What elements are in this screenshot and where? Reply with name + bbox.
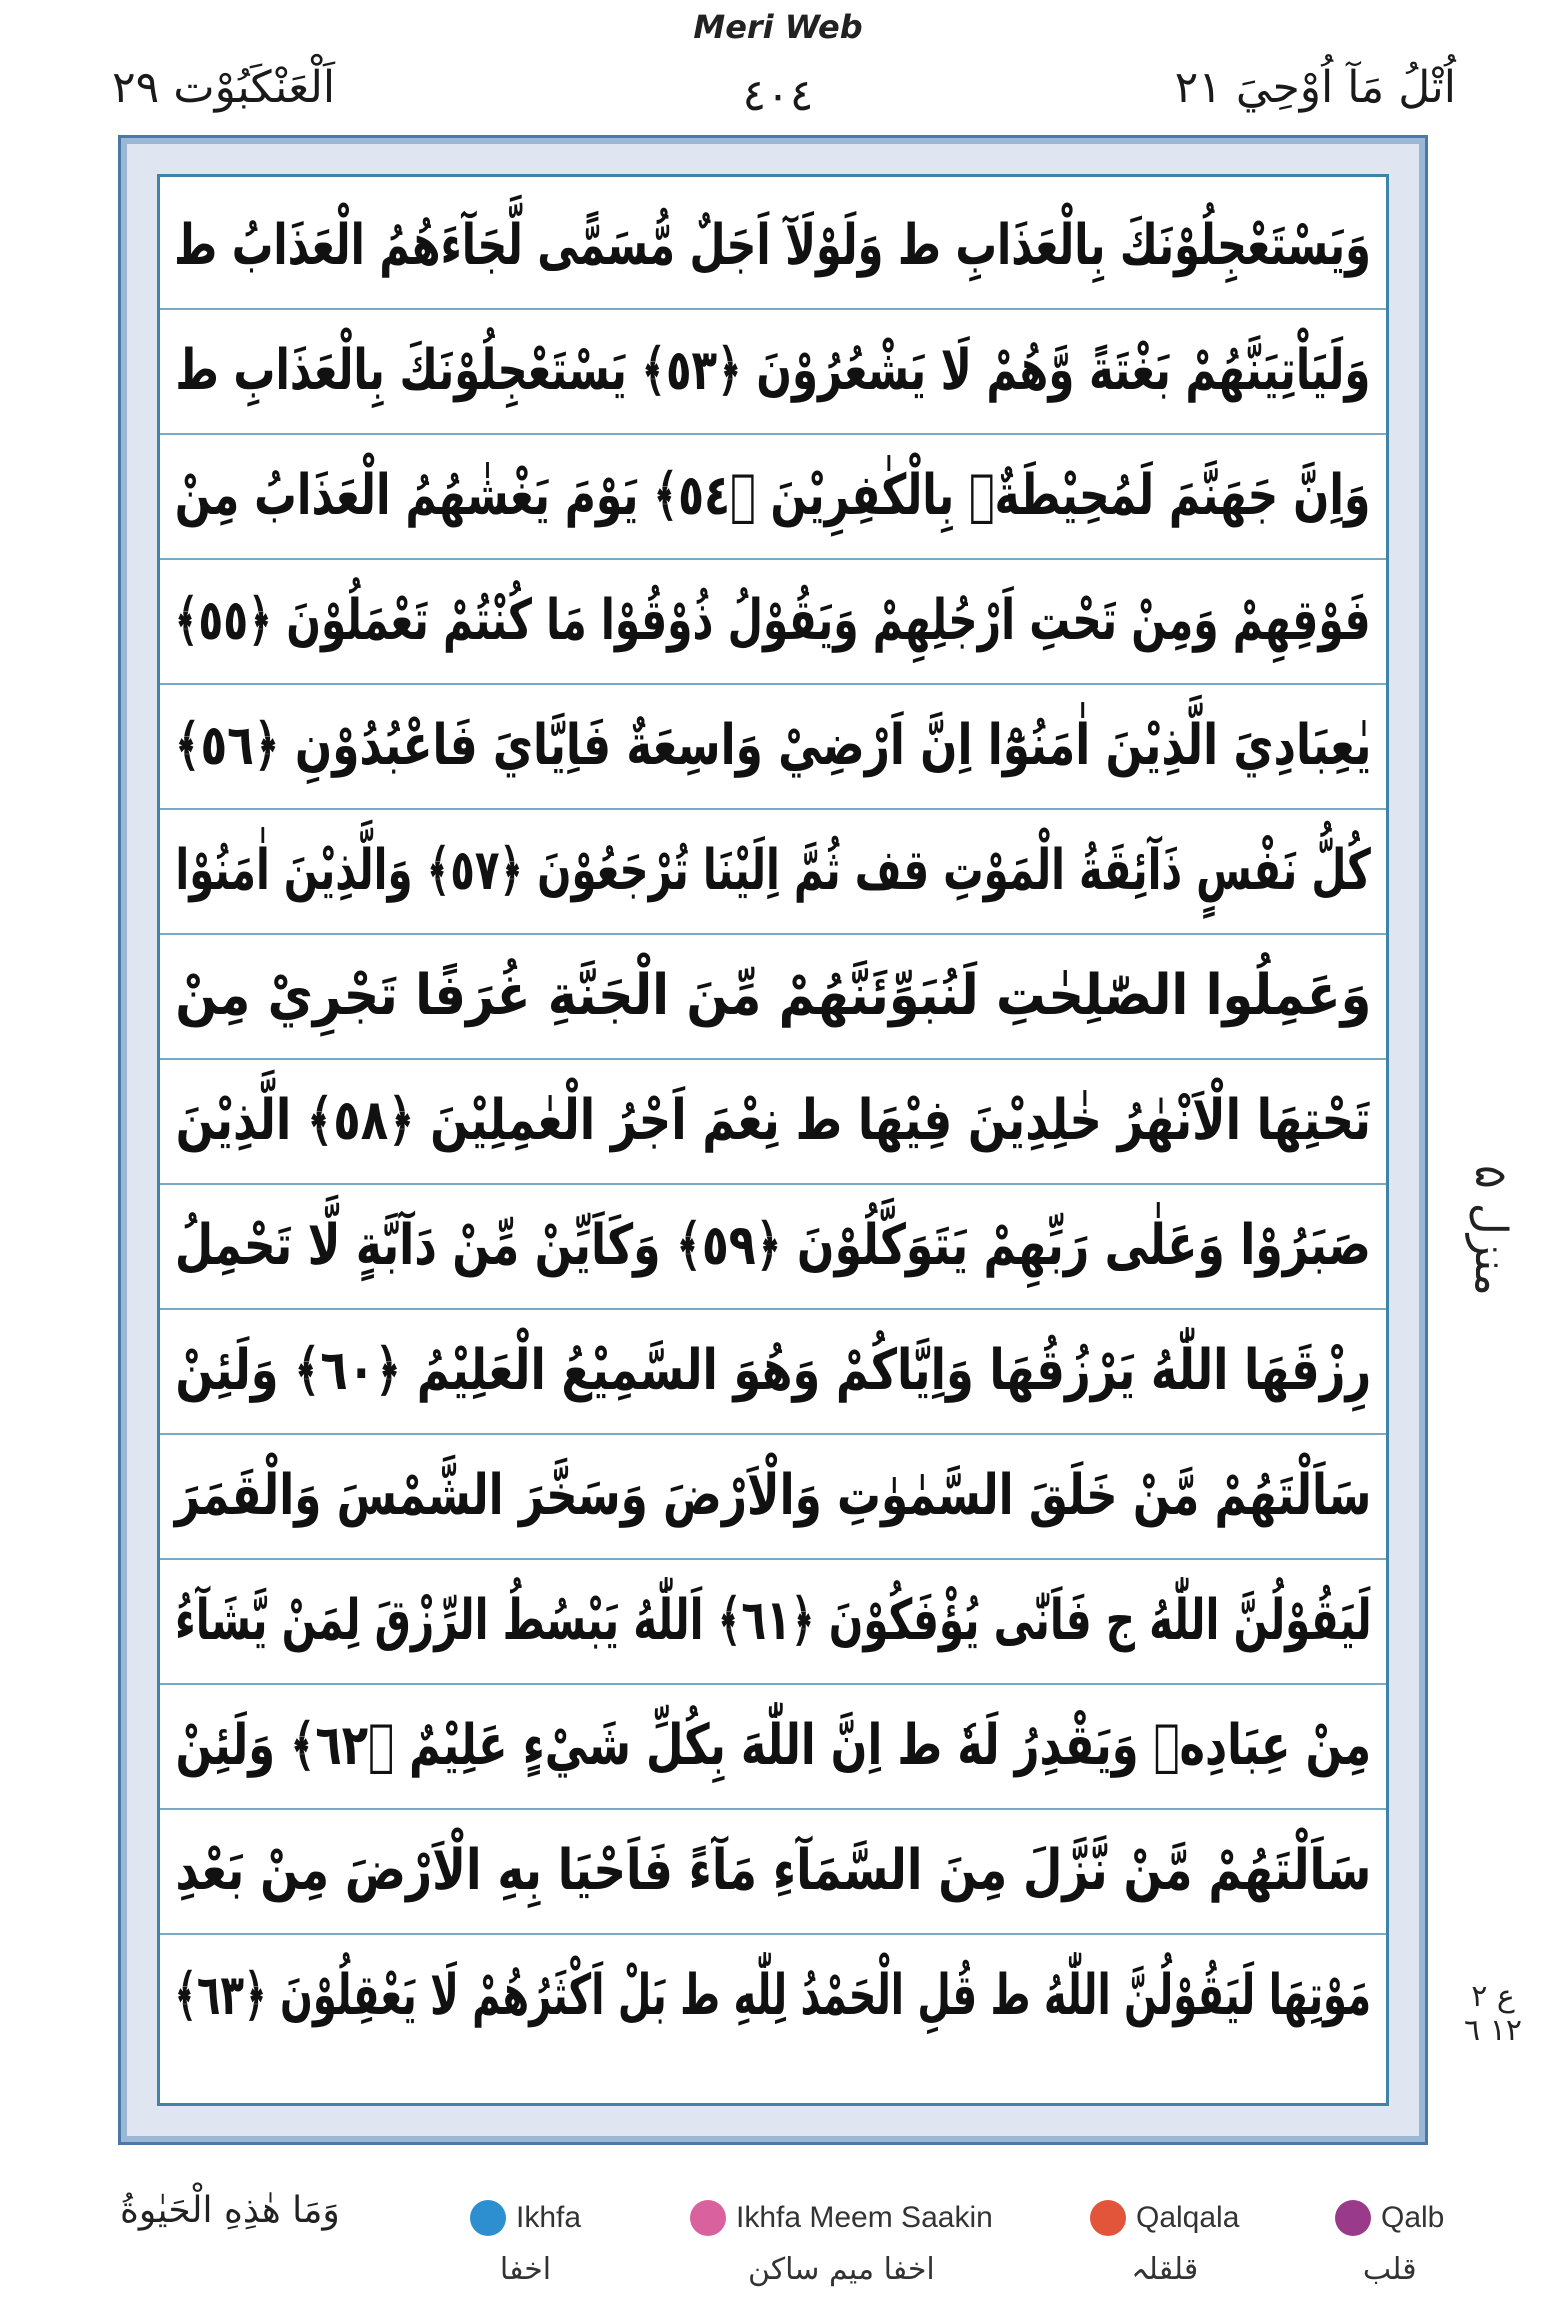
ikhfa-color-dot	[470, 2200, 506, 2236]
verse-text: صَبَرُوْا وَعَلٰى رَبِّهِمْ يَتَوَكَّلُوْنَ ﴿٥٩﴾ وَكَاَيِّنْ مِّنْ دَآبَّةٍ لَّا تَحْمِلُ	[175, 1213, 1371, 1278]
site-title: Meri Web	[693, 8, 863, 46]
legend-ikhfa	[470, 2200, 581, 2287]
verse-text: لَيَقُوْلُنَّ اللّٰهُ ج فَاَنّٰى يُؤْفَكُوْنَ ﴿٦١﴾ اَللّٰهُ يَبْسُطُ الرِّزْقَ لِمَنْ يَّشَآءُ	[174, 1588, 1372, 1653]
verse-line	[160, 808, 1386, 935]
legend-label-ur: قلب	[1362, 2252, 1417, 2287]
legend-label-en: Qalqala	[1136, 2201, 1240, 2234]
verse-line	[160, 933, 1386, 1060]
verse-line	[160, 308, 1386, 435]
verse-line	[160, 433, 1386, 560]
catchword: وَمَا هٰذِهِ الْحَيٰوةُ	[120, 2190, 340, 2231]
verse-text: يٰعِبَادِيَ الَّذِيْنَ اٰمَنُوْٓا اِنَّ اَرْضِيْ وَاسِعَةٌ فَاِيَّايَ فَاعْبُدُوْنِ ﴿٥٦﴾	[174, 713, 1372, 778]
manzil-marker	[1460, 1080, 1520, 1380]
legend-label-ur: اخفا میم ساکن	[748, 2252, 935, 2287]
verse-text: مِنْ عِبَادِهٖ وَيَقْدِرُ لَهٗ ط اِنَّ اللّٰهَ بِكُلِّ شَيْءٍ عَلِيْمٌ ﴿٦٢﴾ وَلَئِنْ	[175, 1713, 1371, 1778]
verse-text: فَوْقِهِمْ وَمِنْ تَحْتِ اَرْجُلِهِمْ وَيَقُوْلُ ذُوْقُوْا مَا كُنْتُمْ تَعْمَلُوْنَ ﴿٥٥﴾	[174, 588, 1372, 653]
verse-text: سَاَلْتَهُمْ مَّنْ نَّزَّلَ مِنَ السَّمَآءِ مَآءً فَاَحْيَا بِهِ الْاَرْضَ مِنْ بَعْدِ	[175, 1838, 1371, 1903]
verse-text: كُلُّ نَفْسٍ ذَآئِقَةُ الْمَوْتِ قف ثُمَّ اِلَيْنَا تُرْجَعُوْنَ ﴿٥٧﴾ وَالَّذِيْنَ اٰمَنُوْا	[175, 838, 1371, 903]
verse-text: وَاِنَّ جَهَنَّمَ لَمُحِيْطَةٌۢ بِالْكٰفِرِيْنَ ﴿٥٤﴾ يَوْمَ يَغْشٰهُمُ الْعَذَابُ مِنْ	[175, 463, 1371, 528]
verse-line	[160, 1683, 1386, 1810]
surah-name: اَلْعَنْكَبُوْت ٢٩	[112, 62, 336, 113]
verse-line	[160, 1308, 1386, 1435]
verse-lines	[160, 177, 1386, 2103]
para-name: اُتْلُ مَآ اُوْحِيَ ٢١	[1174, 62, 1456, 113]
verse-line	[160, 183, 1386, 310]
legend-label-en: Qalb	[1381, 2201, 1445, 2234]
legend-label-ur: اخفا	[499, 2252, 552, 2287]
legend-qalb	[1335, 2200, 1444, 2287]
text-panel	[157, 174, 1389, 2106]
verse-text: رِزْقَهَا اللّٰهُ يَرْزُقُهَا وَاِيَّاكُمْ وَهُوَ السَّمِيْعُ الْعَلِيْمُ ﴿٦٠﴾ وَلَئِنْ	[175, 1338, 1371, 1403]
legend-label-en: Ikhfa	[516, 2201, 582, 2234]
ikhfa-meem-color-dot	[690, 2200, 726, 2236]
verse-line	[160, 683, 1386, 810]
verse-text: وَيَسْتَعْجِلُوْنَكَ بِالْعَذَابِ ط وَلَوْلَآ اَجَلٌ مُّسَمًّى لَّجَآءَهُمُ الْعَذَابُ ط	[174, 213, 1372, 278]
verse-line	[160, 1183, 1386, 1310]
verse-text: سَاَلْتَهُمْ مَّنْ خَلَقَ السَّمٰوٰتِ وَالْاَرْضَ وَسَخَّرَ الشَّمْسَ وَالْقَمَرَ	[174, 1463, 1372, 1528]
verse-text: مَوْتِهَا لَيَقُوْلُنَّ اللّٰهُ ط قُلِ الْحَمْدُ لِلّٰهِ ط بَلْ اَكْثَرُهُمْ لَا يَعْقِلُوْنَ ﴿٦٣﴾	[174, 1963, 1372, 2028]
verse-line	[160, 1808, 1386, 1935]
verse-text: تَحْتِهَا الْاَنْهٰرُ خٰلِدِيْنَ فِيْهَا ط نِعْمَ اَجْرُ الْعٰمِلِيْنَ ﴿٥٨﴾ الَّذِيْنَ	[175, 1088, 1371, 1153]
legend-label-ur: قلقلہ	[1131, 2252, 1199, 2287]
ruku-marker: ع ٢ ١٢ ٦	[1464, 1979, 1522, 2048]
verse-text: وَلَيَاْتِيَنَّهُمْ بَغْتَةً وَّهُمْ لَا يَشْعُرُوْنَ ﴿٥٣﴾ يَسْتَعْجِلُوْنَكَ بِالْعَذَابِ ط	[175, 338, 1371, 403]
legend-label-en: Ikhfa Meem Saakin	[736, 2201, 993, 2234]
verse-line	[160, 1558, 1386, 1685]
page-frame	[118, 135, 1428, 2145]
legend-ikhfa-meem-saakin	[690, 2200, 993, 2287]
qalb-color-dot	[1335, 2200, 1371, 2236]
manzil-label: منزل ۵	[1464, 1164, 1516, 1296]
verse-line	[160, 558, 1386, 685]
verse-line	[160, 1433, 1386, 1560]
verse-line	[160, 1058, 1386, 1185]
verse-line	[160, 1933, 1386, 2058]
page-number: ٤٠٤	[742, 70, 814, 121]
verse-text: وَعَمِلُوا الصّٰلِحٰتِ لَنُبَوِّئَنَّهُمْ مِّنَ الْجَنَّةِ غُرَفًا تَجْرِيْ مِنْ	[174, 963, 1372, 1028]
legend-qalqala	[1090, 2200, 1239, 2287]
qalqala-color-dot	[1090, 2200, 1126, 2236]
